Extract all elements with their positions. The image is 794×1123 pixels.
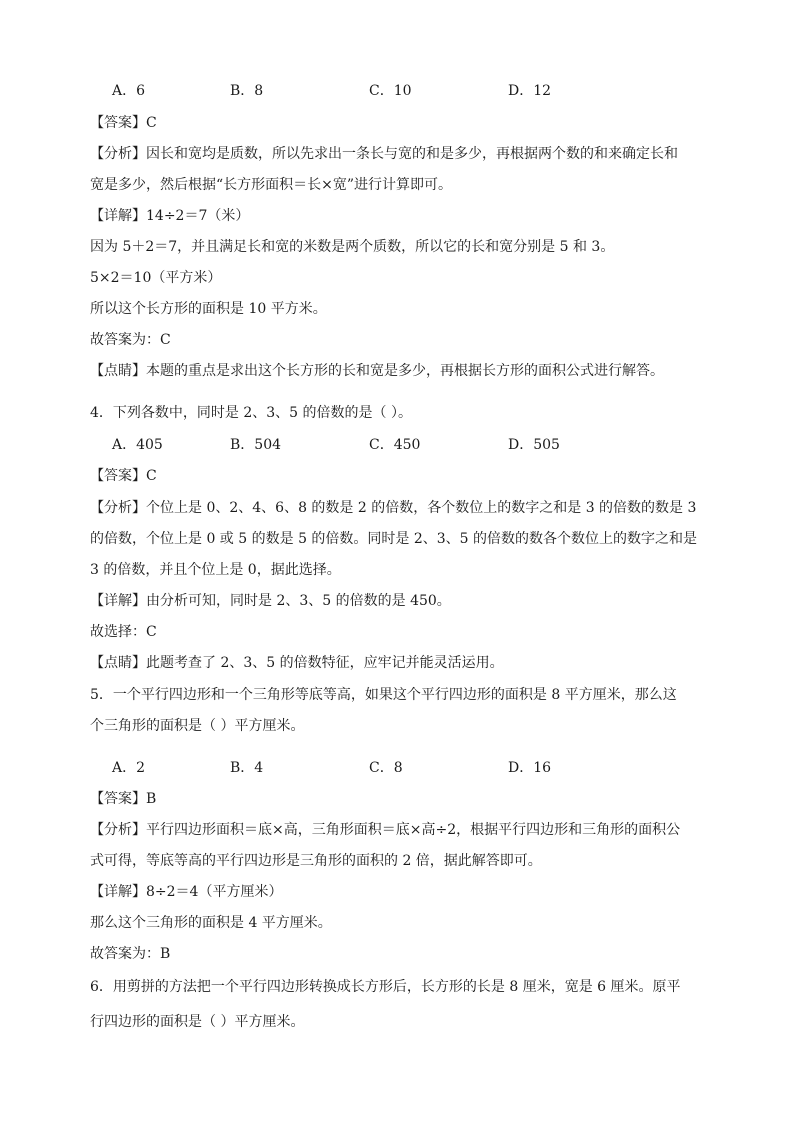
q4-comment: 【点睛】此题考查了 2、3、5 的倍数特征，应牢记并能灵活运用。	[90, 655, 504, 671]
q3-option-b: B．8	[230, 83, 264, 99]
q4-analysis-line1: 【分析】个位上是 0、2、4、6、8 的数是 2 的倍数，各个数位上的数字之和是 3 的倍数的数是 3	[90, 500, 697, 516]
q5-detail-line2: 那么这个三角形的面积是 4 平方厘米。	[90, 915, 332, 931]
q3-detail-line1: 【详解】14÷2＝7（米）	[90, 208, 250, 224]
q5-option-d: D．16	[508, 760, 552, 776]
q4-detail: 【详解】由分析可知，同时是 2、3、5 的倍数的是 450。	[90, 593, 451, 609]
q5-stem-line2: 个三角形的面积是（ ）平方厘米。	[90, 718, 305, 734]
q3-comment: 【点睛】本题的重点是求出这个长方形的长和宽是多少，再根据长方形的面积公式进行解答。	[90, 363, 664, 379]
q4-analysis-line3: 3 的倍数，并且个位上是 0，据此选择。	[90, 562, 341, 578]
q4-option-a: A．405	[112, 437, 163, 453]
q3-analysis-line2: 宽是多少，然后根据“长方形面积＝长×宽”进行计算即可。	[90, 177, 453, 193]
q5-option-c: C．8	[369, 760, 403, 776]
q5-analysis-line1: 【分析】平行四边形面积＝底×高，三角形面积＝底×高÷2，根据平行四边形和三角形的面积公	[90, 822, 681, 838]
q4-analysis-line2: 的倍数，个位上是 0 或 5 的数是 5 的倍数。同时是 2、3、5 的倍数的数各个数位上的数字之和是	[90, 531, 698, 547]
q5-analysis-line2: 式可得，等底等高的平行四边形是三角形的面积的 2 倍，据此解答即可。	[90, 853, 542, 869]
q5-option-a: A．2	[112, 760, 146, 776]
q5-answer: 【答案】B	[90, 791, 157, 807]
q3-conclusion: 故答案为：C	[90, 332, 171, 348]
q4-option-c: C．450	[369, 437, 421, 453]
q4-answer: 【答案】C	[90, 468, 157, 484]
q6-stem-line1: 6．用剪拼的方法把一个平行四边形转换成长方形后，长方形的长是 8 厘米，宽是 6 厘米。原平	[90, 979, 681, 995]
q6-stem-line2: 行四边形的面积是（ ）平方厘米。	[90, 1014, 305, 1030]
q3-option-a: A．6	[112, 83, 146, 99]
q3-detail-line4: 所以这个长方形的面积是 10 平方米。	[90, 301, 327, 317]
q3-option-d: D．12	[508, 83, 552, 99]
q3-detail-line3: 5×2＝10（平方米）	[90, 270, 222, 286]
q5-conclusion: 故答案为：B	[90, 946, 171, 962]
q5-detail-line1: 【详解】8÷2＝4（平方厘米）	[90, 884, 283, 900]
q3-option-c: C．10	[369, 83, 412, 99]
q3-answer: 【答案】C	[90, 115, 157, 131]
q4-option-b: B．504	[230, 437, 282, 453]
q5-stem-line1: 5．一个平行四边形和一个三角形等底等高，如果这个平行四边形的面积是 8 平方厘米，那么这	[90, 687, 677, 703]
q3-analysis-line1: 【分析】因长和宽均是质数，所以先求出一条长与宽的和是多少，再根据两个数的和来确定长和	[90, 146, 678, 162]
q4-conclusion: 故选择：C	[90, 624, 157, 640]
q5-option-b: B．4	[230, 760, 264, 776]
q3-detail-line2: 因为 5＋2＝7，并且满足长和宽的米数是两个质数，所以它的长和宽分别是 5 和 3。	[90, 239, 615, 255]
q4-option-d: D．505	[508, 437, 560, 453]
q4-stem: 4．下列各数中，同时是 2、3、5 的倍数的是（ ）。	[90, 405, 412, 421]
